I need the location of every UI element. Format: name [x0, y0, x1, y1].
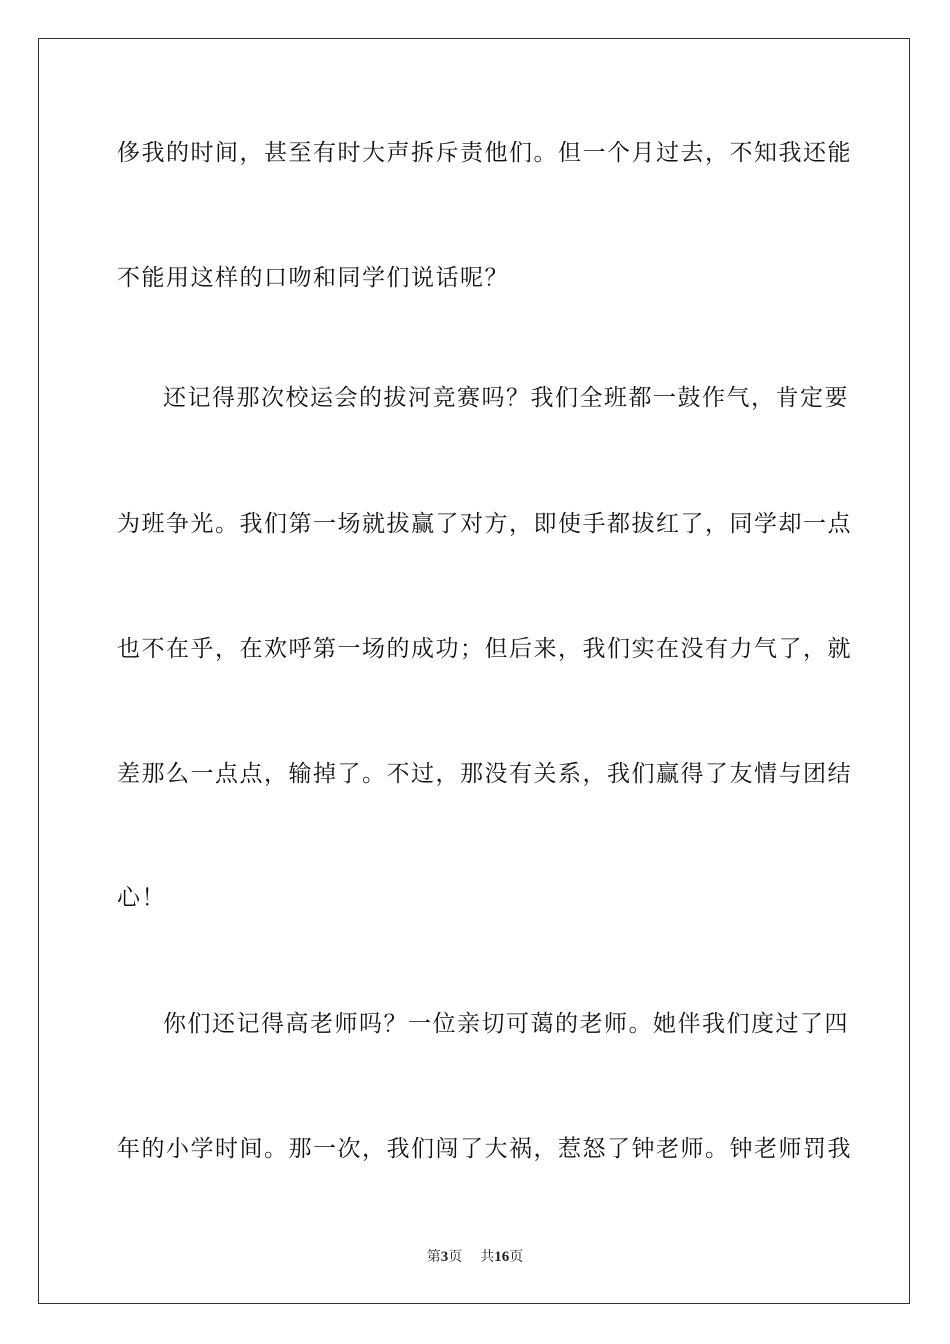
- paragraph-start-line-3: 还记得那次校运会的拔河竞赛吗？我们全班都一鼓作气，肯定要: [163, 385, 849, 411]
- text-line-1: 侈我的时间，甚至有时大声拆斥责他们。但一个月过去，不知我还能: [117, 140, 852, 166]
- text-line-6: 差那么一点点，输掉了。不过，那没有关系，我们赢得了友情与团结: [117, 761, 852, 787]
- text-line-9: 年的小学时间。那一次，我们闯了大祸，惹怒了钟老师。钟老师罚我: [117, 1136, 852, 1162]
- text-line-7: 心！: [117, 885, 166, 911]
- page-footer: [0, 1248, 950, 1266]
- paragraph-start-line-8: 你们还记得高老师吗？一位亲切可蔼的老师。她伴我们度过了四: [163, 1011, 849, 1037]
- page-border: [38, 38, 910, 1304]
- footer-page-suffix: 页: [448, 1249, 463, 1265]
- footer-total-pages: 16: [494, 1249, 510, 1265]
- text-line-2: 不能用这样的口吻和同学们说话呢？: [117, 265, 509, 291]
- text-line-5: 也不在乎，在欢呼第一场的成功；但后来，我们实在没有力气了，就: [117, 636, 852, 662]
- footer-page-number: 3: [440, 1249, 449, 1265]
- footer-page-prefix: 第: [426, 1249, 441, 1265]
- footer-total-prefix: 共: [480, 1249, 495, 1265]
- footer-total-suffix: 页: [509, 1249, 524, 1265]
- text-line-4: 为班争光。我们第一场就拔赢了对方，即使手都拔红了，同学却一点: [117, 511, 852, 537]
